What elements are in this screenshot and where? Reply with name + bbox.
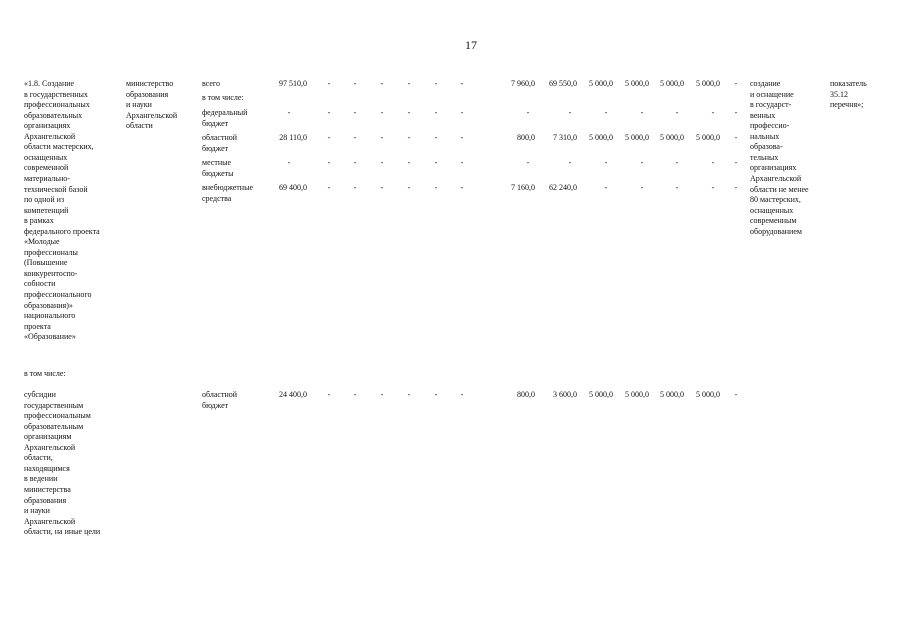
- measure-name-line: в рамках: [24, 216, 54, 226]
- result-line: 80 мастерских,: [750, 195, 801, 205]
- measure-name-line: национального: [24, 311, 76, 321]
- measure-row-1-year-10: 5 000,0: [625, 79, 649, 88]
- result-line: организациях: [750, 163, 797, 173]
- result-line: оснащенных: [750, 205, 794, 215]
- measure-row-1-year-12: 5 000,0: [696, 79, 720, 88]
- measure-row-4-year-5: -: [434, 133, 438, 142]
- measure-row-6-year-12: -: [711, 183, 715, 192]
- measure-name-line: профессионалы: [24, 247, 78, 257]
- measure-name-line: по одной из: [24, 195, 65, 205]
- measure-row-3-year-1: -: [327, 108, 331, 117]
- subsidy-source-line: бюджет: [202, 400, 229, 410]
- result-line: и оснащение: [750, 89, 794, 99]
- result-line: области не менее: [750, 184, 809, 194]
- result-line: венных: [750, 110, 776, 120]
- measure-row-3-year-8: -: [568, 108, 572, 117]
- measure-row-4-year-2: -: [353, 133, 357, 142]
- measure-row-4-year-11: 5 000,0: [660, 133, 684, 142]
- funding-source-line: внебюджетные: [202, 183, 253, 192]
- subsidy-name-line: образования: [24, 495, 67, 505]
- measure-row-6-year-9: -: [604, 183, 608, 192]
- measure-name-line: профессионального: [24, 290, 92, 299]
- measure-name-line: образовательных: [24, 110, 83, 120]
- measure-row-4-year-9: 5 000,0: [589, 133, 613, 142]
- funding-source-line: средства: [202, 193, 232, 203]
- measure-row-4-year-8: 7 310,0: [553, 133, 577, 142]
- measure-row-4-total: 28 110,0: [279, 133, 307, 142]
- measure-row-3-year-7: -: [526, 108, 530, 117]
- measure-row-4-year-6: -: [460, 133, 464, 142]
- measure-row-3-year-9: -: [604, 108, 608, 117]
- measure-name-line: «1.8. Создание: [24, 79, 75, 88]
- measure-row-1-year-5: -: [434, 79, 438, 88]
- subsidy-row-year-13: -: [734, 390, 738, 399]
- measure-row-5-year-13: -: [734, 158, 738, 167]
- funding-source-line: бюджеты: [202, 168, 234, 178]
- measure-name-line: федерального проекта: [24, 226, 100, 236]
- measure-row-4-year-13: -: [734, 133, 738, 142]
- funding-source-line: бюджет: [202, 118, 229, 128]
- subsidy-row-year-8: 3 600,0: [553, 390, 577, 399]
- measure-row-5-year-1: -: [327, 158, 331, 167]
- measure-row-1-year-4: -: [407, 79, 411, 88]
- funding-source-line: областной: [202, 133, 238, 142]
- subsidy-name-line: Архангельской: [24, 442, 76, 452]
- executor-line: и науки: [126, 100, 152, 110]
- measure-row-6-year-4: -: [407, 183, 411, 192]
- subsidy-row-year-4: -: [407, 390, 411, 399]
- measure-row-3-year-13: -: [734, 108, 738, 117]
- result-line: в государст-: [750, 100, 792, 110]
- measure-row-1-year-8: 69 550,0: [549, 79, 577, 88]
- subsidy-row-year-12: 5 000,0: [696, 390, 720, 399]
- measure-row-3-year-3: -: [380, 108, 384, 117]
- measure-row-3-year-2: -: [353, 108, 357, 117]
- measure-row-6-year-3: -: [380, 183, 384, 192]
- including-label: в том числе:: [24, 369, 66, 378]
- subsidy-row-year-9: 5 000,0: [589, 390, 613, 399]
- executor-line: министерство: [126, 79, 174, 88]
- subsidy-name-line: государственным: [24, 400, 84, 410]
- subsidy-name-line: находящимся: [24, 463, 70, 473]
- measure-row-3-year-4: -: [407, 108, 411, 117]
- measure-row-5-year-6: -: [460, 158, 464, 167]
- measure-row-5-year-3: -: [380, 158, 384, 167]
- measure-name-line: в государственных: [24, 89, 88, 99]
- measure-name-line: современной: [24, 163, 69, 173]
- measure-row-4-year-7: 800,0: [517, 133, 535, 142]
- measure-row-6-year-8: 62 240,0: [549, 183, 577, 192]
- subsidy-row-year-10: 5 000,0: [625, 390, 649, 399]
- measure-row-6-year-11: -: [675, 183, 679, 192]
- result-line: оборудованием: [750, 226, 802, 236]
- subsidy-row-year-11: 5 000,0: [660, 390, 684, 399]
- measure-row-3-year-6: -: [460, 108, 464, 117]
- subsidy-name-line: области, на иные цели: [24, 527, 101, 537]
- measure-row-6-year-6: -: [460, 183, 464, 192]
- measure-name-line: (Повышение: [24, 258, 68, 268]
- measure-row-5-year-12: -: [711, 158, 715, 167]
- measure-row-5-year-9: -: [604, 158, 608, 167]
- measure-row-1-year-6: -: [460, 79, 464, 88]
- measure-row-6-year-13: -: [734, 183, 738, 192]
- measure-name-line: проекта: [24, 321, 51, 331]
- indicator-line: 35.12: [830, 89, 848, 99]
- measure-row-3-year-11: -: [675, 108, 679, 117]
- measure-name-line: области мастерских,: [24, 142, 94, 152]
- measure-row-5-year-2: -: [353, 158, 357, 167]
- indicator-line: показатель: [830, 79, 867, 88]
- measure-name-line: технической базой: [24, 184, 88, 194]
- measure-row-4-year-10: 5 000,0: [625, 133, 649, 142]
- measure-name-line: конкурентоспо-: [24, 268, 78, 278]
- result-line: профессио-: [750, 121, 790, 131]
- measure-row-1-year-11: 5 000,0: [660, 79, 684, 88]
- measure-row-5-year-11: -: [675, 158, 679, 167]
- measure-name-line: материально-: [24, 173, 70, 183]
- subsidy-name-line: профессиональным: [24, 411, 91, 421]
- result-line: создание: [750, 79, 781, 88]
- subsidy-name-line: в ведении: [24, 474, 58, 484]
- measure-row-4-year-3: -: [380, 133, 384, 142]
- subsidy-row-year-3: -: [380, 390, 384, 399]
- measure-row-3-year-12: -: [711, 108, 715, 117]
- measure-name-line: «Образование»: [24, 332, 76, 342]
- subsidy-row-year-1: -: [327, 390, 331, 399]
- measure-row-5-year-4: -: [407, 158, 411, 167]
- executor-line: Архангельской: [126, 110, 178, 120]
- funding-source-line: федеральный: [202, 108, 248, 117]
- measure-row-4-year-4: -: [407, 133, 411, 142]
- funding-source-line: бюджет: [202, 143, 229, 153]
- subsidy-name-line: Архангельской: [24, 516, 76, 526]
- measure-row-1-year-7: 7 960,0: [511, 79, 535, 88]
- measure-row-6-year-10: -: [640, 183, 644, 192]
- measure-row-1-year-13: -: [734, 79, 738, 88]
- result-line: нальных: [750, 131, 780, 141]
- measure-row-6-year-2: -: [353, 183, 357, 192]
- page-number: 17: [465, 38, 477, 52]
- measure-row-3-total: -: [287, 108, 291, 117]
- result-line: тельных: [750, 152, 779, 162]
- measure-name-line: организациях: [24, 121, 71, 131]
- subsidy-source-line: областной: [202, 390, 238, 399]
- subsidy-name-line: министерства: [24, 484, 71, 494]
- measure-row-6-total: 69 400,0: [279, 183, 307, 192]
- subsidy-name-line: субсидии: [24, 390, 56, 399]
- measure-row-6-year-1: -: [327, 183, 331, 192]
- funding-source-line: в том числе:: [202, 93, 244, 102]
- measure-row-5-year-5: -: [434, 158, 438, 167]
- measure-row-1-year-9: 5 000,0: [589, 79, 613, 88]
- subsidy-row-total: 24 400,0: [279, 390, 307, 399]
- result-line: современным: [750, 216, 797, 226]
- measure-row-5-year-10: -: [640, 158, 644, 167]
- measure-row-6-year-5: -: [434, 183, 438, 192]
- executor-line: области: [126, 121, 153, 131]
- executor-line: образования: [126, 89, 169, 99]
- measure-name-line: «Молодые: [24, 237, 60, 247]
- subsidy-name-line: образовательным: [24, 421, 84, 431]
- subsidy-name-line: области,: [24, 453, 53, 463]
- measure-row-1-total: 97 510,0: [279, 79, 307, 88]
- subsidy-name-line: организациям: [24, 432, 72, 442]
- subsidy-name-line: и науки: [24, 506, 50, 516]
- measure-row-3-year-5: -: [434, 108, 438, 117]
- measure-name-line: оснащенных: [24, 152, 68, 162]
- funding-source-line: местные: [202, 158, 232, 167]
- measure-row-6-year-7: 7 160,0: [511, 183, 535, 192]
- measure-row-1-year-1: -: [327, 79, 331, 88]
- subsidy-row-year-2: -: [353, 390, 357, 399]
- measure-name-line: профессиональных: [24, 100, 90, 110]
- result-line: Архангельской: [750, 173, 802, 183]
- funding-source-line: всего: [202, 79, 221, 88]
- subsidy-row-year-7: 800,0: [517, 390, 535, 399]
- measure-row-5-total: -: [287, 158, 291, 167]
- result-line: образова-: [750, 142, 783, 152]
- measure-name-line: Архангельской: [24, 131, 76, 141]
- subsidy-row-year-5: -: [434, 390, 438, 399]
- measure-name-line: компетенций: [24, 205, 69, 215]
- subsidy-row-year-6: -: [460, 390, 464, 399]
- measure-row-1-year-3: -: [380, 79, 384, 88]
- measure-row-4-year-12: 5 000,0: [696, 133, 720, 142]
- measure-name-line: собности: [24, 279, 56, 289]
- measure-row-3-year-10: -: [640, 108, 644, 117]
- measure-row-1-year-2: -: [353, 79, 357, 88]
- measure-name-line: образования)»: [24, 300, 73, 310]
- measure-row-4-year-1: -: [327, 133, 331, 142]
- indicator-line: перечня»;: [830, 100, 864, 110]
- measure-row-5-year-7: -: [526, 158, 530, 167]
- measure-row-5-year-8: -: [568, 158, 572, 167]
